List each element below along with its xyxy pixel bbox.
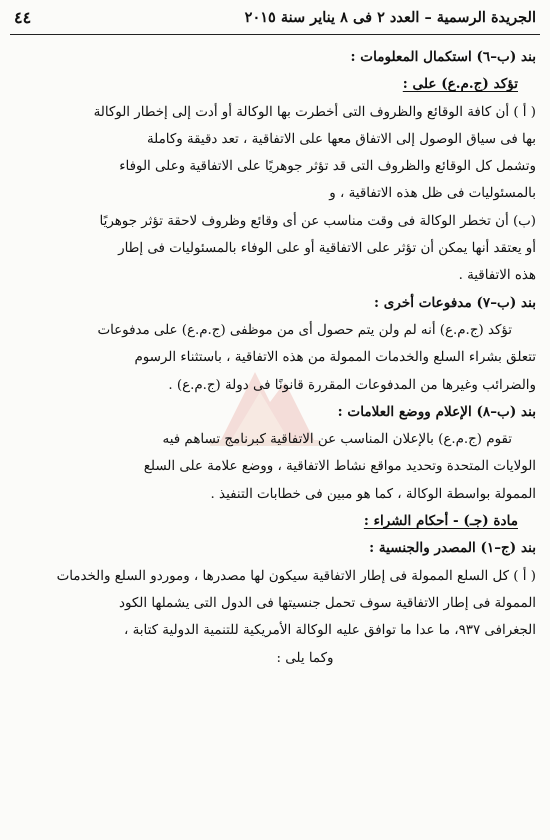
running-title: الجريدة الرسمية – العدد ٢ فى ٨ يناير سنة ٢٠١٥ [244, 8, 536, 26]
clause-heading-b7: بند (ب–٧) مدفوعات أخرى : [373, 294, 536, 311]
paragraph-closing: وكما يلى : [276, 650, 334, 666]
paragraph-line: تقوم (ج.م.ع) بالإعلان المناسب عن الاتفاقية كبرنامج تساهم فيه [162, 432, 512, 448]
paragraph-line: تؤكد (ج.م.ع) أنه لم ولن يتم حصول أى من موظفى (ج.م.ع) على مدفوعات [97, 322, 512, 338]
page-number: ٤٤ [14, 7, 32, 27]
clause-heading-b6: بند (ب–٦) استكمال المعلومات : [350, 49, 536, 65]
paragraph-line: الممولة فى إطار الاتفاقية سوف تحمل جنسيتها فى الدول التى يشملها الكود [119, 595, 536, 611]
clause-heading-b8: بند (ب–٨) الإعلام ووضع العلامات : [337, 403, 536, 420]
paragraph-line: هذه الاتفاقية . [458, 268, 536, 284]
paragraph-line: بها فى سياق الوصول إلى الاتفاق معها على الاتفاقية ، تعد دقيقة وكاملة [146, 131, 536, 147]
paragraph-line: بالمسئوليات فى ظل هذه الاتفاقية ، و [329, 186, 536, 202]
document-body [14, 44, 536, 672]
page-header [14, 4, 536, 30]
header-divider [10, 34, 540, 35]
paragraph-line: وتشمل كل الوقائع والظروف التى قد تؤثر جوهريًا على الاتفاقية وعلى الوفاء [119, 159, 536, 175]
paragraph-line: الولايات المتحدة وتحديد مواقع نشاط الاتفاقية ، ووضع علامة على السلع [143, 459, 536, 475]
paragraph-line: ( أ ) كل السلع الممولة فى إطار الاتفاقية سيكون لها مصدرها ، وموردو السلع والخدمات [56, 568, 536, 584]
clause-intro: تؤكد (ج.م.ع) على : [402, 76, 518, 93]
paragraph-line: ( أ ) أن كافة الوقائع والظروف التى أخطرت بها الوكالة أو أدت إلى إخطار الوكالة [93, 104, 536, 120]
paragraph-line: تتعلق بشراء السلع والخدمات الممولة من هذه الاتفاقية ، باستثناء الرسوم [134, 350, 536, 366]
paragraph-line: الجغرافى ٩٣٧، ما عدا ما توافق عليه الوكالة الأمريكية للتنمية الدولية كتابة ، [124, 623, 536, 639]
paragraph-line: (ب) أن تخطر الوكالة فى وقت مناسب عن أى وقائع وظروف لاحقة تؤثر جوهريًا [99, 213, 536, 229]
paragraph-line: الممولة بواسطة الوكالة ، كما هو مبين فى خطابات التنفيذ . [210, 486, 536, 502]
article-heading-c: مادة (جـ) - أحكام الشراء : [363, 513, 518, 530]
clause-heading-c1: بند (ج–١) المصدر والجنسية : [369, 540, 536, 557]
paragraph-line: أو يعتقد أنها يمكن أن تؤثر على الاتفاقية أو على الوفاء بالمسئوليات فى إطار [118, 241, 536, 257]
paragraph-line: والضرائب وغيرها من المدفوعات المقررة قانونًا فى دولة (ج.م.ع) . [168, 377, 536, 393]
